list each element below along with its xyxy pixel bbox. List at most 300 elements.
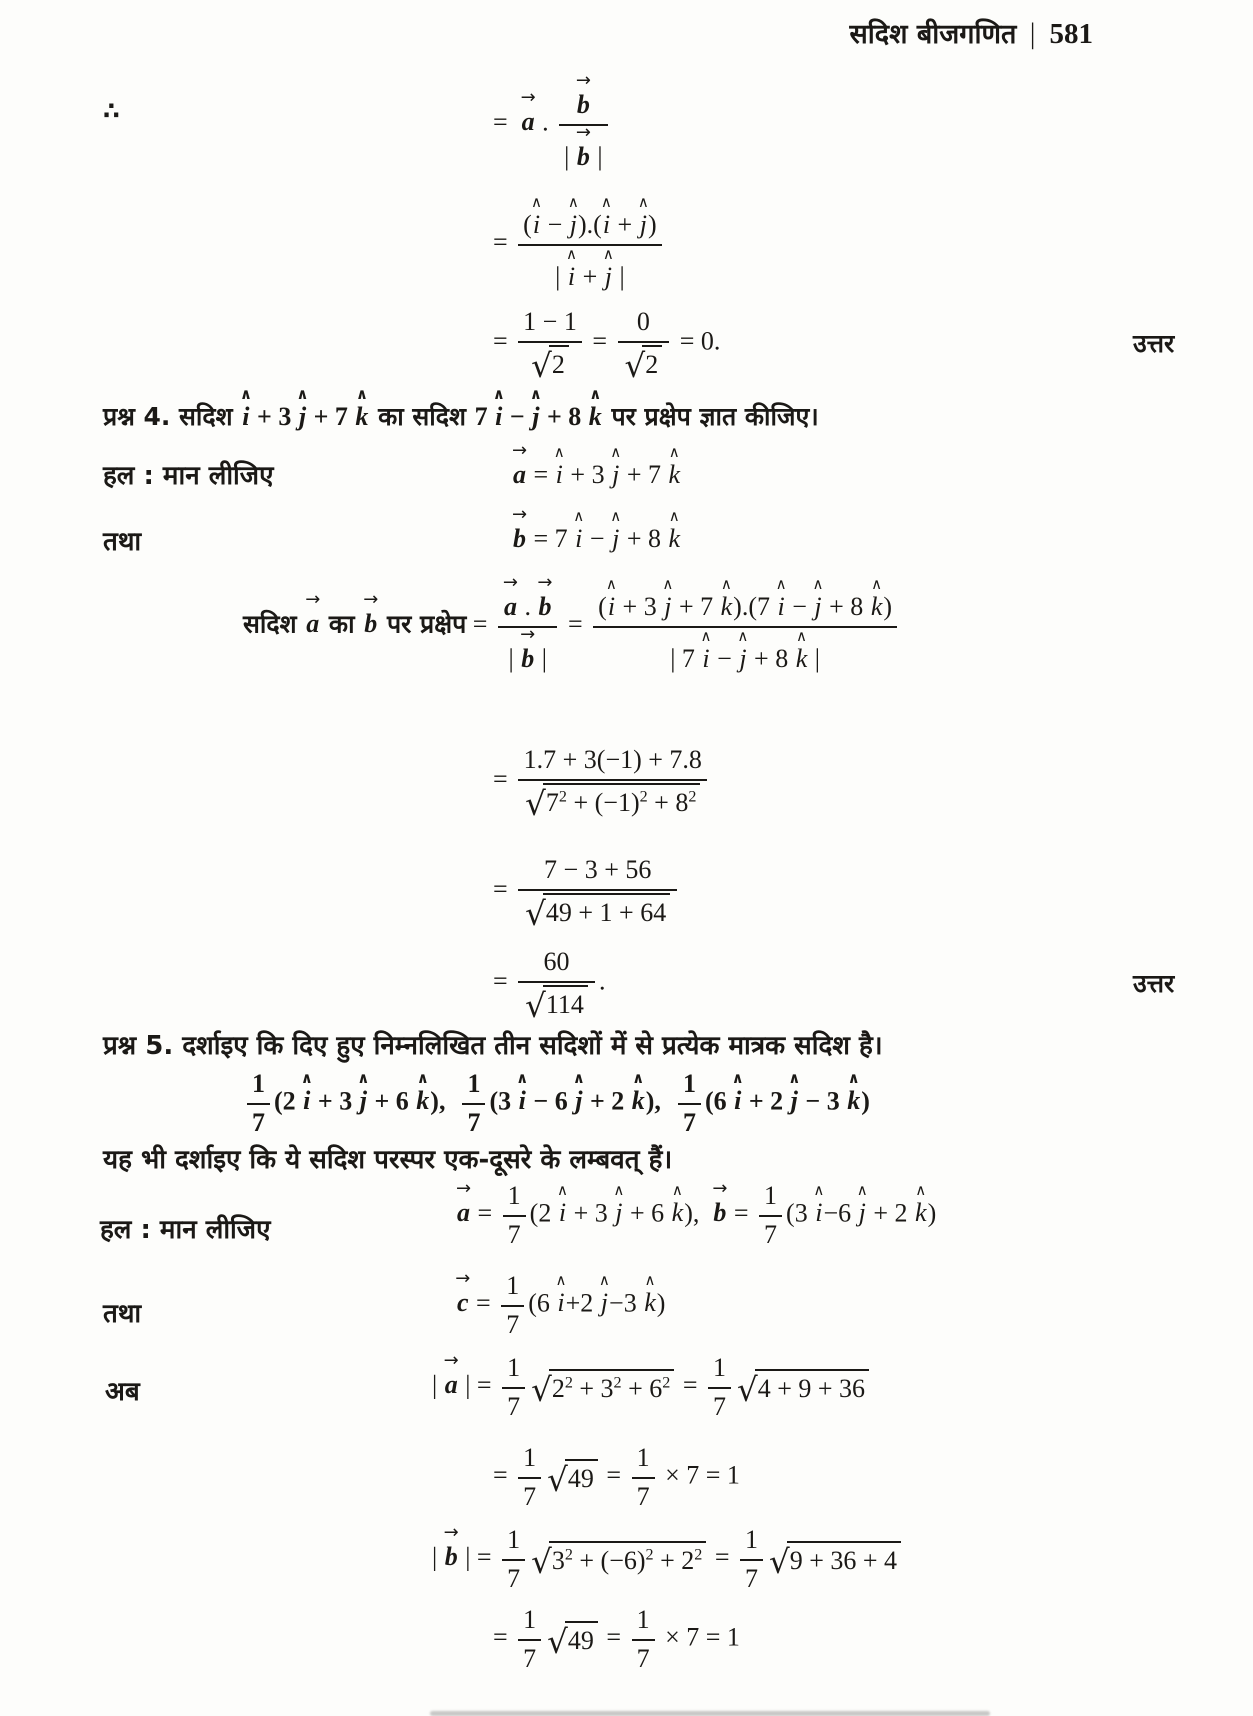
vector-letter [305, 589, 321, 639]
math-text: = [727, 1198, 756, 1228]
math-text: 7 [467, 1107, 481, 1137]
hat-accent-icon: ∧ [516, 1069, 529, 1088]
math-text: 7 [636, 1643, 650, 1673]
math-letter: i [555, 460, 563, 489]
question-5-row: प्रश्न 5. दर्शाइए कि दिए हुए निम्नलिखित तीन सदिशों में से प्रत्येक मात्रक सदिश है। [103, 1031, 883, 1061]
square-root [769, 1541, 901, 1582]
unit-vector-letter [812, 575, 824, 621]
hat-accent-icon: ∧ [637, 193, 649, 211]
math-letter: b [521, 643, 535, 673]
vector-letter [363, 589, 379, 639]
math-text: − [583, 524, 612, 553]
math-letter: j [600, 1288, 609, 1318]
math-text: 1 [467, 1069, 481, 1098]
radical-sign: √ [531, 1543, 552, 1582]
math-text: 7 [682, 1107, 696, 1137]
math-letter: k [671, 1198, 684, 1228]
math-text: 4 + 9 + 36 [757, 1374, 866, 1404]
unit-vector-letter [605, 575, 617, 621]
math-text: + 8 [620, 524, 668, 553]
math-text: . [535, 107, 556, 137]
radicand [549, 1541, 707, 1578]
magnitude-a-row [432, 1352, 871, 1423]
math-text: = 7 [527, 524, 575, 553]
vector-arrow-icon: → [443, 1522, 459, 1544]
math-text: (2 [529, 1198, 558, 1228]
and-label-2: तथा [103, 1299, 142, 1329]
radical-sign: √ [547, 1623, 568, 1662]
vector-letter [575, 70, 591, 119]
math-text: + 8 [822, 592, 870, 621]
math-text: (6 [704, 1086, 734, 1116]
math-text: 2 [645, 349, 659, 379]
math-letter: k [668, 524, 681, 553]
math-text: 60 [543, 947, 570, 976]
math-letter: j [858, 1198, 866, 1228]
math-text: | [432, 1370, 444, 1400]
math-letter: k [631, 1086, 645, 1116]
radical-sign: √ [624, 346, 646, 385]
fraction-denominator [759, 1215, 782, 1252]
unit-vector-letter [915, 1181, 927, 1228]
hat-accent-icon: ∧ [492, 385, 505, 403]
math-text: = [599, 1622, 628, 1652]
math-letter: a [521, 107, 535, 137]
math-text: (6 [528, 1288, 557, 1318]
unit-vector-letter [567, 193, 579, 239]
radicand [549, 1369, 675, 1406]
math-letter: j [615, 1198, 623, 1228]
math-letter: j [575, 1086, 583, 1116]
fraction [518, 1604, 541, 1675]
unit-vector-letter [610, 507, 622, 553]
math-letter: j [790, 1086, 798, 1116]
fraction-denominator [740, 1559, 763, 1596]
math-text: 9 + 36 + 4 [789, 1546, 898, 1576]
fraction-denominator [501, 1305, 524, 1342]
fraction-denominator [502, 1387, 525, 1424]
fraction-denominator [518, 889, 677, 933]
superscript: 2 [645, 1546, 654, 1564]
vector-arrow-icon: → [363, 589, 379, 611]
math-text: 7 [636, 1481, 650, 1511]
math-text: = 0. [673, 326, 721, 356]
vector-letter [537, 572, 553, 621]
math-text: +2 [565, 1288, 600, 1318]
hat-accent-icon: ∧ [668, 507, 680, 525]
unit-vector-letter [671, 1181, 684, 1228]
math-text: −3 [609, 1288, 644, 1318]
math-text: = [493, 227, 515, 257]
page-number: 581 [1049, 18, 1093, 50]
math-text: ).( [577, 210, 602, 239]
math-letter: i [702, 643, 710, 673]
unit-vector-letter [662, 575, 674, 621]
hat-accent-icon: ∧ [296, 385, 309, 403]
hat-accent-icon: ∧ [662, 575, 674, 593]
hat-accent-icon: ∧ [600, 193, 612, 211]
math-text: × 7 = 1 [658, 1622, 740, 1652]
vector-arrow-icon: → [537, 572, 553, 593]
math-text: 2 [551, 349, 565, 379]
math-letter: i [777, 592, 785, 621]
fraction [501, 1270, 524, 1341]
fraction [518, 193, 661, 293]
fraction-denominator [559, 121, 607, 174]
vector-arrow-icon: → [712, 1178, 728, 1200]
fraction-denominator [678, 1103, 701, 1140]
fraction [518, 854, 677, 933]
eq-zero-result [493, 306, 721, 385]
unit-vector-letter [553, 443, 565, 489]
math-text: 7 [523, 1481, 537, 1511]
square-root [525, 985, 588, 1025]
fraction [632, 1442, 655, 1513]
math-text: 1 [745, 1525, 758, 1554]
fraction [503, 1180, 526, 1251]
math-text: + (−1) [566, 787, 640, 817]
math-letter: i [518, 1086, 526, 1116]
math-letter: i [575, 524, 583, 553]
math-text: ), [645, 1086, 674, 1116]
fraction-denominator [498, 623, 558, 676]
superscript: 2 [639, 787, 648, 805]
math-text: ).(7 [733, 592, 777, 621]
projection-step-2 [493, 854, 681, 933]
square-root [531, 345, 569, 385]
fraction [498, 572, 558, 675]
superscript: 2 [694, 1546, 703, 1564]
fraction-numerator [593, 575, 897, 626]
hat-accent-icon: ∧ [644, 1271, 656, 1290]
math-text: | [555, 261, 567, 291]
square-root [525, 783, 700, 823]
math-text: = [493, 966, 515, 996]
math-text: ) [927, 1198, 937, 1228]
radical-sign: √ [547, 1461, 568, 1500]
math-text: 1 [507, 1181, 521, 1210]
vector-a-definition [511, 440, 681, 492]
fraction [518, 744, 707, 823]
math-letter: b [576, 141, 590, 171]
math-letter: k [795, 643, 808, 673]
solution-4-label: हल : मान लीजिए [103, 461, 274, 491]
radicand [543, 893, 670, 930]
perpendicular-note-row: यह भी दर्शाइए कि ये सदिश परस्पर एक-दूसरे के लम्बवत् हैं। [103, 1145, 673, 1175]
math-text: + 2 [653, 1546, 695, 1576]
math-letter: i [303, 1086, 311, 1116]
fraction [518, 1442, 541, 1513]
math-text: 1 [506, 1271, 520, 1300]
math-text: 7 [523, 1643, 537, 1673]
hat-accent-icon: ∧ [812, 575, 824, 593]
math-letter: c [457, 1288, 469, 1318]
math-text: 49 [567, 1464, 594, 1494]
math-text: + 3 [616, 592, 664, 621]
hat-accent-icon: ∧ [567, 193, 579, 211]
now-label: अब [105, 1377, 140, 1407]
vector-arrow-icon: → [511, 440, 528, 461]
radicand [755, 1369, 869, 1406]
math-text: = [471, 1198, 499, 1228]
math-text: + 6 [623, 1198, 671, 1228]
fraction-denominator [632, 1639, 655, 1676]
math-text: 7 [545, 787, 559, 817]
math-text: | [432, 1542, 444, 1572]
math-text: 1.7 + 3(−1) + 7.8 [523, 745, 702, 774]
math-text: + 7 [672, 592, 720, 621]
unit-vector-letter [300, 1069, 313, 1116]
hat-accent-icon: ∧ [605, 575, 617, 593]
projection-step-1 [493, 744, 711, 823]
math-text: 1 [507, 1525, 521, 1554]
math-letter: j [298, 402, 307, 431]
hat-accent-icon: ∧ [553, 443, 565, 461]
radicand [565, 1459, 598, 1496]
square-root [531, 1541, 706, 1582]
unit-vector-letter [573, 507, 585, 553]
math-letter: i [815, 1198, 823, 1228]
math-text: | = [458, 1542, 499, 1572]
math-text: ), [430, 1086, 459, 1116]
math-letter: b [364, 609, 378, 639]
math-letter: a [457, 1198, 470, 1228]
math-text: = [676, 1370, 705, 1400]
radical-sign: √ [525, 894, 546, 933]
math-letter: a [503, 592, 517, 621]
math-letter: k [416, 1086, 430, 1116]
math-text: 1 [523, 1605, 537, 1634]
fraction-numerator [740, 1524, 763, 1559]
fraction-numerator [618, 306, 670, 341]
math-text: + 8 [540, 402, 588, 431]
math-text: 7 [764, 1219, 778, 1249]
math-text: − [541, 210, 569, 239]
scan-bottom-edge [430, 1711, 990, 1716]
and-label-1: तथा [103, 527, 142, 557]
unit-vector-letter [720, 575, 733, 621]
radicand [787, 1541, 901, 1578]
fraction [678, 1068, 701, 1139]
fraction-denominator [518, 244, 661, 294]
math-letter: a [513, 460, 526, 489]
square-root [624, 345, 663, 385]
math-text: × 7 = 1 [658, 1460, 740, 1490]
vector-arrow-icon: → [455, 1178, 472, 1200]
square-root [525, 893, 670, 933]
vector-arrow-icon: → [575, 70, 591, 91]
vector-arrow-icon: → [520, 623, 536, 645]
unit-vector-letter [788, 1069, 801, 1116]
math-letter: k [644, 1288, 656, 1318]
hindi-text: का [320, 609, 364, 639]
unit-vector-letter [795, 626, 808, 673]
math-text: 1 [636, 1443, 650, 1472]
therefore-symbol: ∴ [103, 97, 120, 125]
math-text: + 6 [621, 1374, 663, 1404]
math-text: −6 [823, 1198, 858, 1228]
math-text: 7 [507, 1391, 521, 1421]
vector-letter [712, 1178, 728, 1228]
fraction-numerator [518, 193, 661, 244]
unit-vector-letter [610, 443, 622, 489]
math-text: | = [458, 1370, 499, 1400]
radical-sign: √ [525, 784, 546, 823]
math-text: ( [598, 592, 607, 621]
magnitude-b-row [432, 1524, 903, 1595]
vector-letter [455, 1178, 472, 1228]
fraction-denominator [503, 1215, 526, 1252]
hindi-text: का सदिश [369, 402, 475, 431]
vector-letter [443, 1522, 459, 1572]
magnitude-a-result [493, 1442, 740, 1513]
vector-letter [455, 1268, 471, 1318]
fraction-denominator [518, 1477, 541, 1514]
hat-accent-icon: ∧ [632, 1069, 645, 1088]
unit-vector-letter [602, 244, 614, 291]
hat-accent-icon: ∧ [775, 575, 787, 593]
vector-arrow-icon: → [305, 589, 321, 611]
math-text: | [612, 261, 625, 291]
math-text: 114 [545, 989, 584, 1019]
math-text: = [493, 1460, 515, 1490]
projection-equation-row [243, 572, 901, 675]
math-letter: k [847, 1086, 861, 1116]
math-text: + 8 [747, 643, 795, 673]
math-text: − 3 [798, 1086, 847, 1116]
math-text: = [493, 107, 521, 137]
math-letter: j [604, 261, 612, 291]
math-letter: i [602, 210, 611, 239]
hat-accent-icon: ∧ [589, 385, 602, 403]
hat-accent-icon: ∧ [572, 1069, 585, 1088]
fraction-numerator [632, 1442, 655, 1477]
fraction [593, 575, 897, 675]
math-text: = [493, 326, 515, 356]
math-text: + 6 [367, 1086, 416, 1116]
vector-arrow-icon: → [455, 1268, 471, 1290]
math-text: | [508, 643, 521, 673]
math-text: 1 [682, 1069, 696, 1098]
fraction [502, 1524, 525, 1595]
math-text: − 6 [526, 1086, 575, 1116]
vector-letter [520, 87, 536, 137]
hindi-text: पर प्रक्षेप [378, 609, 467, 639]
math-text: 7 [507, 1219, 521, 1249]
radical-sign: √ [525, 986, 546, 1025]
vector-letter [502, 572, 519, 621]
unit-vector-letter [556, 1181, 568, 1228]
fraction-numerator [708, 1352, 731, 1387]
fraction [740, 1524, 763, 1595]
hat-accent-icon: ∧ [355, 385, 369, 403]
fraction-numerator [501, 1270, 524, 1305]
square-root [547, 1621, 598, 1662]
math-letter: i [242, 402, 250, 431]
math-text: ), [684, 1198, 713, 1228]
fraction-numerator [518, 946, 595, 981]
vector-c-definition [456, 1270, 665, 1341]
fraction-numerator [678, 1068, 701, 1103]
fraction-denominator [518, 779, 707, 823]
unit-vector-letter [813, 1181, 825, 1228]
vector-arrow-icon: → [575, 121, 591, 143]
square-root [531, 1369, 674, 1410]
hat-accent-icon: ∧ [871, 575, 883, 593]
math-text: 3 [551, 1546, 565, 1576]
unit-vector-letter [588, 385, 602, 431]
unit-vector-letter [637, 193, 649, 239]
superscript: 2 [564, 1546, 573, 1564]
fraction-numerator [518, 1604, 541, 1639]
math-text: (3 [489, 1086, 518, 1116]
unit-vector-letter [530, 193, 542, 239]
math-text: + 3 [567, 1198, 615, 1228]
fraction [708, 1352, 731, 1423]
math-text: 1 [507, 1353, 521, 1382]
math-text: = [708, 1542, 736, 1572]
radical-sign: √ [531, 1371, 552, 1410]
fraction-denominator [632, 1477, 655, 1514]
math-letter: i [567, 261, 576, 291]
fraction [518, 306, 582, 385]
fraction-denominator [518, 1639, 541, 1676]
unit-vector-letter [555, 1271, 567, 1318]
unit-vector-letter [737, 626, 749, 673]
unit-vector-letter [492, 385, 505, 431]
vector-arrow-icon: → [502, 572, 519, 593]
math-letter: i [734, 1086, 742, 1116]
eq-unit-dot [493, 193, 666, 293]
math-letter: b [513, 524, 526, 553]
math-letter: k [915, 1198, 927, 1228]
fraction-denominator [502, 1559, 525, 1596]
superscript: 2 [558, 787, 567, 805]
math-letter: b [713, 1198, 727, 1228]
hat-accent-icon: ∧ [788, 1069, 801, 1088]
vector-letter [575, 121, 591, 171]
vector-letter [511, 504, 528, 553]
vector-b-definition [511, 504, 681, 556]
unit-vector-letter [856, 1181, 868, 1228]
hat-accent-icon: ∧ [731, 1069, 744, 1088]
radicand [543, 783, 701, 820]
math-text: + 2 [583, 1086, 631, 1116]
fraction-numerator [498, 572, 558, 626]
math-letter: i [557, 1288, 565, 1318]
vector-letter [520, 623, 536, 673]
unit-vector-letter [529, 385, 542, 431]
fraction [462, 1068, 485, 1139]
math-letter: k [668, 460, 681, 489]
math-text: | [808, 643, 820, 673]
math-text: = [493, 1622, 515, 1652]
math-text: ) [656, 1288, 666, 1318]
unit-vector-letter [565, 244, 577, 291]
math-text: 7 [252, 1107, 265, 1137]
math-text: + 3 [572, 1374, 614, 1404]
question-4-row [103, 385, 819, 434]
math-text: = [561, 609, 590, 639]
unit-vector-letter [870, 575, 883, 621]
hat-accent-icon: ∧ [795, 626, 807, 645]
math-text: 49 [567, 1626, 594, 1656]
math-letter: a [444, 1370, 458, 1400]
superscript: 2 [564, 1374, 573, 1392]
square-root [547, 1459, 598, 1500]
page-header [850, 14, 1094, 51]
vector-arrow-icon: → [443, 1350, 459, 1372]
